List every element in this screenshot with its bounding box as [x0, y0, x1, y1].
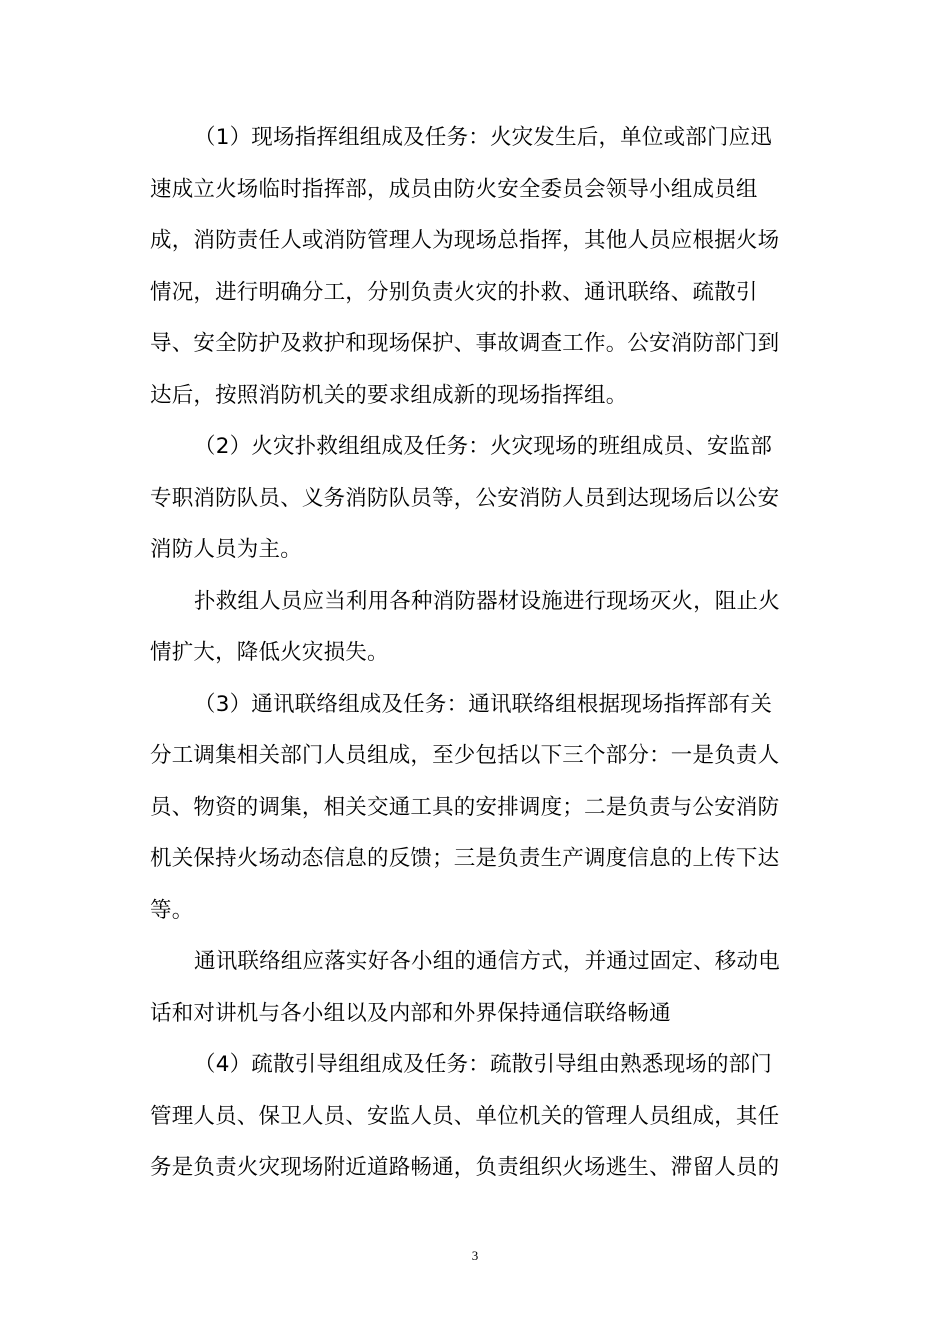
paragraph-4-line-2: 分工调集相关部门人员组成，至少包括以下三个部分：一是负责人	[150, 743, 780, 768]
paragraph-3-line-2: 情扩大，降低火灾损失。	[150, 640, 389, 665]
paragraph-5-line-1: 通讯联络组应落实好各小组的通信方式，并通过固定、移动电	[194, 949, 780, 974]
paragraph-1-line-1: （1）现场指挥组组成及任务：火灾发生后，单位或部门应迅	[194, 125, 773, 150]
paragraph-1-line-2: 速成立火场临时指挥部，成员由防火安全委员会领导小组成员组	[150, 176, 758, 202]
paragraph-1-line-3: 成，消防责任人或消防管理人为现场总指挥，其他人员应根据火场	[150, 228, 780, 253]
document-body	[150, 112, 805, 1194]
paragraph-3-line-1: 扑救组人员应当利用各种消防器材设施进行现场灭火，阻止火	[194, 588, 780, 614]
paragraph-6-line-3: 务是负责火灾现场附近道路畅通，负责组织火场逃生、滞留人员的	[150, 1155, 780, 1180]
paragraph-1-line-4: 情况，进行明确分工，分别负责火灾的扑救、通讯联络、疏散引	[150, 279, 758, 305]
paragraph-4-line-5: 等。	[150, 897, 194, 923]
paragraph-4-line-4: 机关保持火场动态信息的反馈；三是负责生产调度信息的上传下达	[150, 846, 780, 871]
paragraph-2-line-1: （2）火灾扑救组组成及任务：火灾现场的班组成员、安监部	[194, 434, 773, 459]
paragraph-1-line-5: 导、安全防护及救护和现场保护、事故调查工作。公安消防部门到	[150, 331, 780, 356]
paragraph-6-line-2: 管理人员、保卫人员、安监人员、单位机关的管理人员组成，其任	[150, 1103, 780, 1129]
paragraph-5-line-2: 话和对讲机与各小组以及内部和外界保持通信联络畅通	[150, 1000, 671, 1026]
paragraph-1-line-6: 达后，按照消防机关的要求组成新的现场指挥组。	[150, 382, 628, 408]
paragraph-4-line-3: 员、物资的调集，相关交通工具的安排调度；二是负责与公安消防	[150, 794, 780, 820]
paragraph-2-line-3: 消防人员为主。	[150, 537, 302, 562]
paragraph-4-line-1: （3）通讯联络组成及任务：通讯联络组根据现场指挥部有关	[194, 691, 773, 717]
paragraph-6-line-1: （4）疏散引导组组成及任务：疏散引导组由熟悉现场的部门	[194, 1052, 773, 1077]
paragraph-2-line-2: 专职消防队员、义务消防队员等，公安消防人员到达现场后以公安	[150, 485, 780, 511]
page-number: 3	[471, 1248, 479, 1263]
